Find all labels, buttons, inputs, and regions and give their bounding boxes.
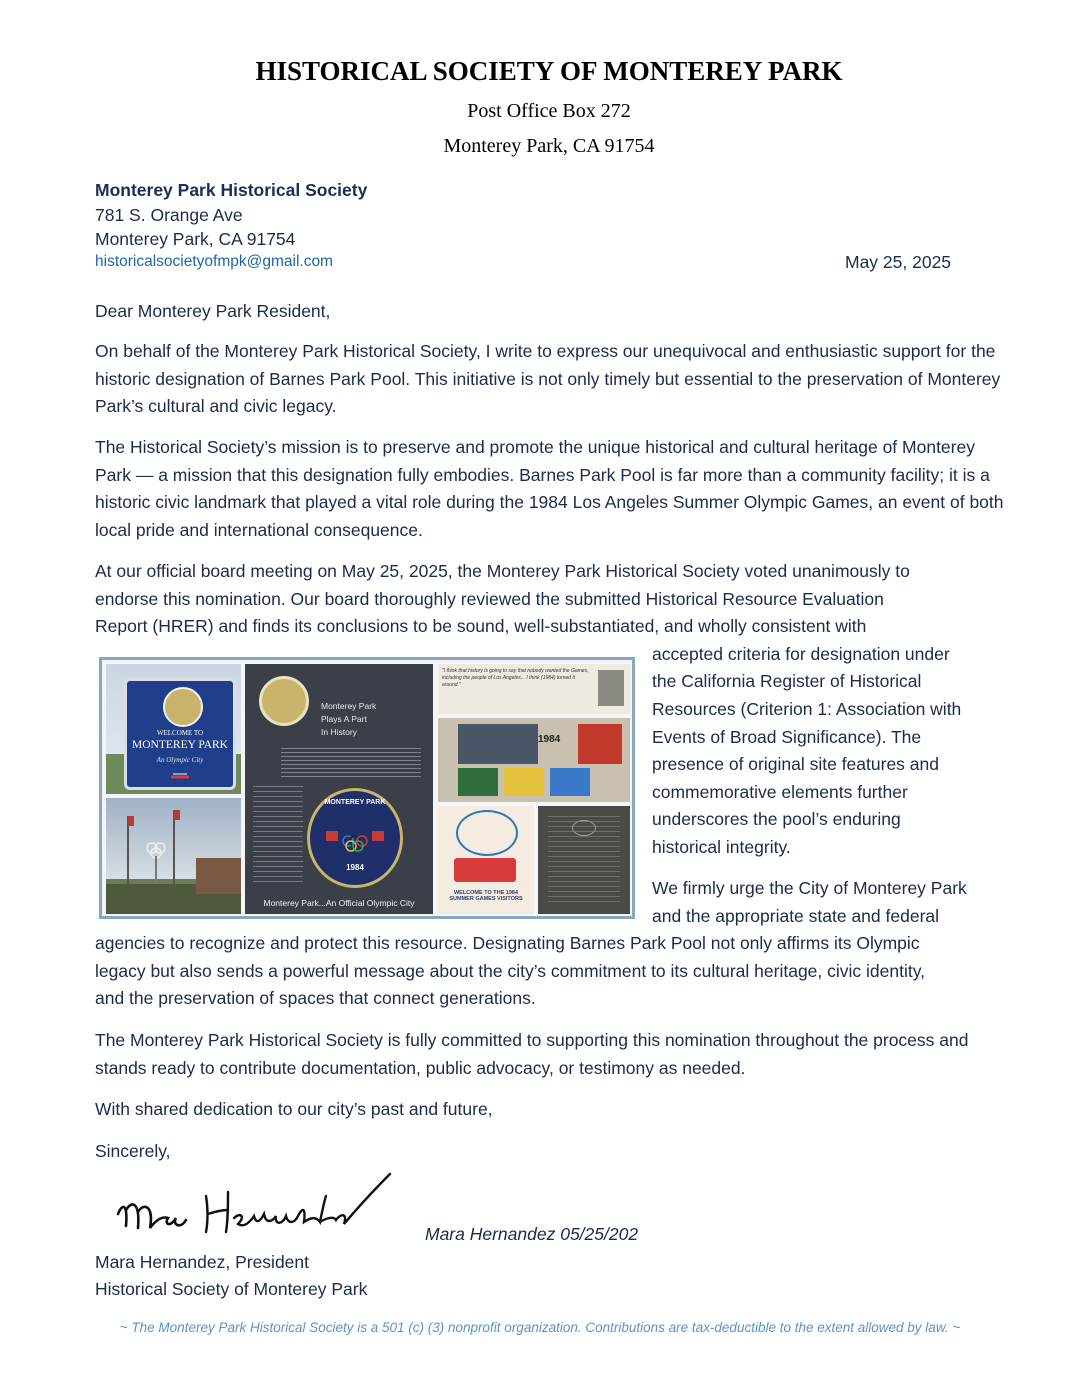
memorabilia-display-photo — [438, 718, 630, 802]
olympic-photo-collage — [99, 657, 635, 919]
text-line: presence of original site features and — [652, 754, 939, 774]
text-line: underscores the pool’s enduring — [652, 809, 901, 829]
bronze-plaque-photo — [538, 806, 630, 914]
text-line: legacy but also sends a powerful message about the city’s commitment to its cultural heritage, civic identity, — [95, 961, 926, 981]
text-line: accepted criteria for designation under — [652, 644, 950, 664]
text-line: We firmly urge the City of Monterey Park — [652, 878, 967, 898]
text-line: commemorative elements further — [652, 782, 908, 802]
letterhead-po-box: Post Office Box 272 — [467, 100, 631, 122]
poster-globe-icon — [456, 810, 518, 856]
text-line: the California Register of Historical — [652, 671, 922, 691]
paragraph-support: On behalf of the Monterey Park Historical Society, I write to express our unequivocal and enthusiastic support for the historic designation of Barnes Park Pool. This initiative is not only timely but essential to the preservation of Monterey Park’s cultural and civic legacy. — [95, 341, 1001, 416]
paragraph-mission: The Historical Society’s mission is to preserve and promote the unique historical and cultural heritage of Monterey Park — a mission that this designation fully embodies. Barnes Park Pool is far more than a community facility; it is a historic civic landmark that played a vital role during the 1984 Los Angeles Summer Olympic Games, an event of both local pride and international consequence. — [95, 437, 1004, 540]
paragraph-dedication: With shared dedication to our city’s past and future, — [95, 1099, 493, 1119]
text-line: and the preservation of spaces that connect generations. — [95, 988, 536, 1008]
olympic-star-icon — [171, 769, 189, 779]
return-email-link[interactable]: historicalsocietyofmpk@gmail.com — [95, 253, 333, 270]
city-seal-icon — [259, 676, 309, 726]
text-line: and the appropriate state and federal — [652, 906, 940, 926]
welcome-sign-photo — [106, 664, 241, 794]
poster-welcome-text: WELCOME TO THE 1984 SUMMER GAMES VISITORS — [449, 890, 523, 902]
olympic-rings-monument-photo — [106, 798, 241, 914]
signer-name-title: Mara Hernandez, President — [95, 1252, 309, 1272]
commemorative-plaque-photo — [245, 664, 433, 914]
welcome-poster-photo — [438, 806, 534, 914]
nonprofit-footer-note: ~ The Monterey Park Historical Society is a 501 (c) (3) nonprofit organization. Contributions are tax-deductible to the extent allowed by law. ~ — [119, 1320, 961, 1335]
letter-date: May 25, 2025 — [845, 252, 952, 272]
olympic-patch-icon — [307, 788, 403, 888]
text-line: Report (HRER) and finds its conclusions to be sound, well-substantiated, and wholly consistent with — [95, 616, 867, 636]
plaque-title-line: Plays A Part — [321, 714, 367, 724]
letterhead-title: HISTORICAL SOCIETY OF MONTEREY PARK — [255, 56, 843, 86]
return-org-name: Monterey Park Historical Society — [95, 180, 368, 200]
letterhead-city: Monterey Park, CA 91754 — [443, 135, 655, 157]
sign-welcome-text: WELCOME TO — [156, 729, 204, 737]
text-line: agencies to recognize and protect this resource. Designating Barnes Park Pool not only affirms its Olympic — [95, 933, 920, 953]
signer-organization: Historical Society of Monterey Park — [95, 1279, 368, 1299]
plaque-title-line: In History — [321, 727, 357, 737]
plaque-caption: Monterey Park...An Official Olympic City — [263, 898, 415, 908]
text-line: Resources (Criterion 1: Association with — [652, 699, 962, 719]
text-line: historical integrity. — [652, 837, 791, 857]
text-line: At our official board meeting on May 25, 2025, the Monterey Park Historical Society voted unanimously to — [95, 561, 910, 581]
display-year: 1984 — [538, 734, 561, 745]
sign-tagline: An Olympic City — [156, 756, 204, 764]
quote-text: “I think that history is going to say that nobody wanted the Games, including the people of Los Angeles... I think (1984) turned it around.” — [442, 668, 589, 688]
plaque-title-line: Monterey Park — [321, 701, 377, 711]
quote-banner-photo — [438, 664, 630, 714]
closing-sincerely: Sincerely, — [95, 1141, 171, 1161]
text-line: endorse this nomination. Our board thoroughly reviewed the submitted Historical Resource Evaluation — [95, 589, 884, 609]
return-street: 781 S. Orange Ave — [95, 205, 243, 225]
patch-year-text: 1984 — [346, 863, 364, 872]
sign-city-name: MONTEREY PARK — [132, 739, 228, 751]
handwritten-signature — [110, 1166, 400, 1251]
paragraph-commitment: The Monterey Park Historical Society is fully committed to supporting this nomination throughout the process and stands ready to contribute documentation, public advocacy, or testimony as needed. — [95, 1030, 969, 1078]
typed-signature: Mara Hernandez 05/25/202 — [425, 1224, 639, 1244]
text-line: Events of Broad Significance). The — [652, 727, 922, 747]
return-city: Monterey Park, CA 91754 — [95, 229, 296, 249]
portrait-photo — [598, 670, 624, 706]
salutation: Dear Monterey Park Resident, — [95, 301, 331, 321]
patch-top-text: MONTEREY PARK — [324, 799, 386, 806]
